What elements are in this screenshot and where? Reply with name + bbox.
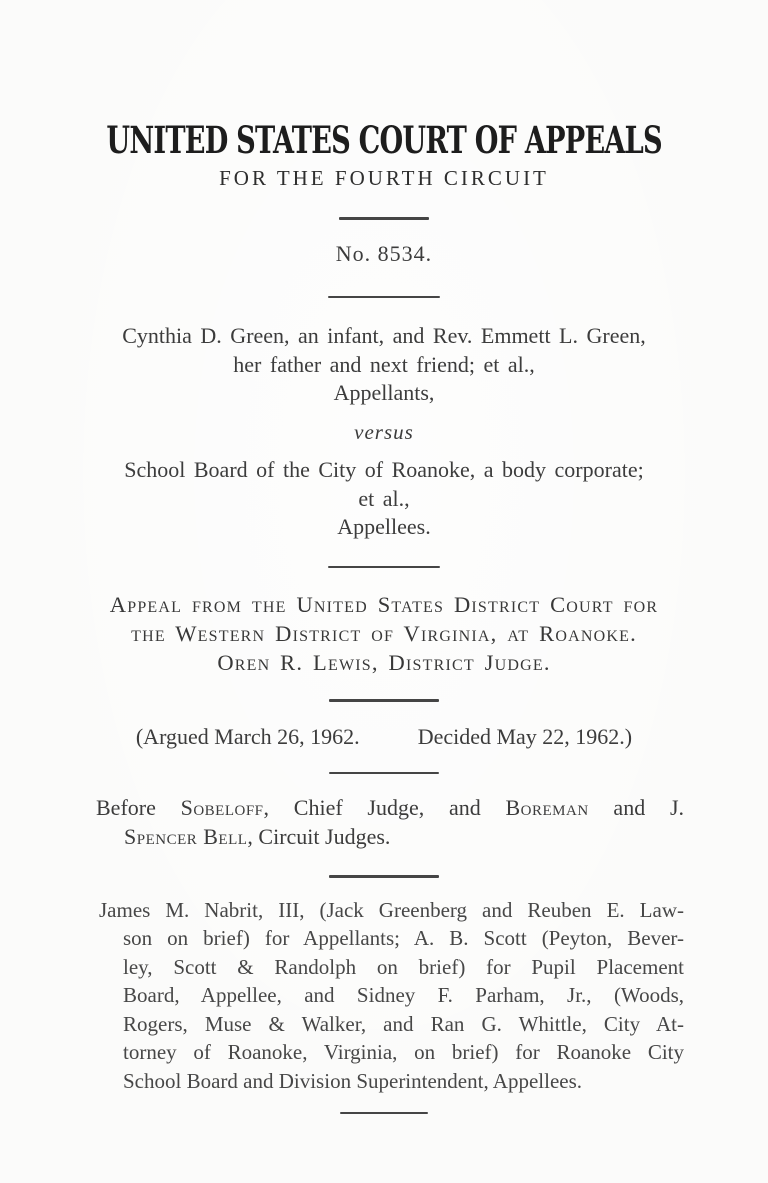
appeal-source-line: Appeal from the United States District Court for [109,592,659,617]
appellant-designation: Appellants, [333,380,435,405]
panel-line [96,823,684,852]
judge-name: Boreman [505,795,589,820]
separator-rule [340,1112,428,1115]
decided-date: Decided May 22, 1962.) [417,723,633,749]
separator-rule [328,296,440,299]
dates-line [0,724,768,750]
appellee-designation: Appellees. [337,514,431,539]
panel-paragraph [96,794,684,851]
counsel-line: ley, Scott & Randolph on brief) for Pupil Placement [123,954,684,979]
panel-line [96,794,684,823]
panel-text: and J. [588,795,685,820]
panel-text: , Chief Judge, and [263,795,506,820]
separator-rule [329,772,439,775]
appellant-line: Cynthia D. Green, an infant, and Rev. Emmett L. Green, [122,323,646,348]
counsel-line: Rogers, Muse & Walker, and Ran G. Whittle, City At- [123,1011,684,1036]
counsel-line: James M. Nabrit, III, (Jack Greenberg and Reuben E. Law- [99,897,684,922]
counsel-paragraph [99,896,684,1096]
versus-label: versus [354,419,414,444]
appellee-line: School Board of the City of Roanoke, a body corporate; [124,457,644,482]
appellee-line: et al., [358,485,410,511]
counsel-line: torney of Roanoke, Virginia, on brief) for Roanoke City [123,1040,684,1065]
separator-rule [339,217,429,220]
district-judge-line: Oren R. Lewis, District Judge. [217,650,551,675]
appeal-source [0,590,768,677]
panel-text: , Circuit Judges. [247,823,391,849]
circuit-subtitle: FOR THE FOURTH CIRCUIT [219,166,549,190]
case-caption [0,322,768,542]
appeal-source-line: the Western District of Virginia, at Roanoke. [131,621,637,646]
separator-rule [329,699,439,702]
judge-name: Sobeloff [180,795,264,820]
appellant-line: her father and next friend; et al., [233,351,535,377]
argued-date: (Argued March 26, 1962. [135,723,360,749]
court-name: UNITED STATES COURT OF APPEALS [106,119,662,163]
counsel-line: School Board and Division Superintendent, Appellees. [123,1069,583,1094]
page-title [0,119,768,163]
judge-name: Spencer Bell [124,823,248,849]
separator-rule [329,875,439,878]
counsel-line: Board, Appellee, and Sidney F. Parham, Jr., (Woods, [123,983,684,1008]
docket-number: No. 8534. [335,240,433,266]
separator-rule [328,566,440,569]
counsel-line: son on brief) for Appellants; A. B. Scott (Peyton, Bever- [123,926,684,951]
panel-text: Before [96,795,181,820]
